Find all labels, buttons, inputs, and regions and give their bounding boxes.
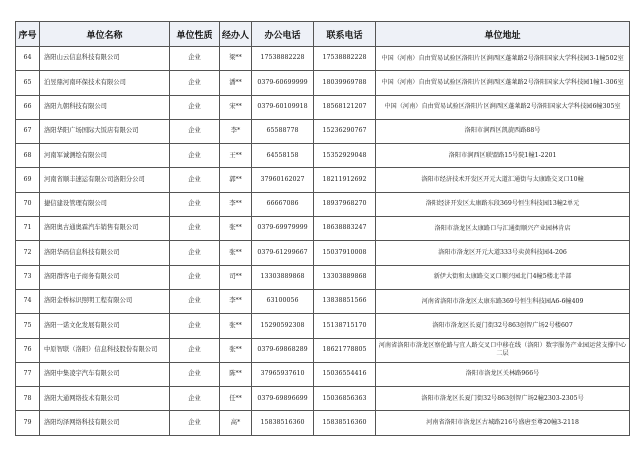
cell-office-phone: 64558158 (252, 144, 314, 168)
cell-address: 新伊大街和太康路交叉口顺兴园北门4幢5楼北半部 (376, 265, 630, 289)
cell-contact: 李** (220, 289, 252, 313)
cell-address: 洛阳经济开发区太康路东段369号恒生科技园13幢2单元 (376, 192, 630, 216)
unit-table (15, 21, 630, 436)
header-address: 单位地址 (376, 22, 630, 47)
cell-no: 67 (16, 119, 40, 143)
cell-type: 企业 (170, 265, 220, 289)
cell-office-phone: 13303889868 (252, 265, 314, 289)
cell-mobile: 18039969788 (314, 71, 376, 95)
cell-no: 71 (16, 217, 40, 241)
cell-name: 洛阳金桥标识照明工程有限公司 (40, 289, 170, 313)
cell-name: 洛阳群客电子商务有限公司 (40, 265, 170, 289)
cell-mobile: 15352929048 (314, 144, 376, 168)
cell-name: 中原智联（洛阳）信息科技股份有限公司 (40, 338, 170, 362)
cell-no: 75 (16, 314, 40, 338)
cell-mobile: 15036554416 (314, 362, 376, 386)
table-row (16, 47, 630, 71)
cell-name: 洛阳华码信息科技有限公司 (40, 241, 170, 265)
cell-name: 洛阳大通网络技术有限公司 (40, 387, 170, 411)
header-name: 单位名称 (40, 22, 170, 47)
cell-contact: 张** (220, 217, 252, 241)
cell-name: 河南军诚测绘有限公司 (40, 144, 170, 168)
cell-address: 洛阳市涧西区凯旋西路88号 (376, 119, 630, 143)
header-no: 序号 (16, 22, 40, 47)
cell-contact: 任** (220, 387, 252, 411)
table-row (16, 387, 630, 411)
cell-no: 66 (16, 95, 40, 119)
cell-mobile: 17538882228 (314, 47, 376, 71)
cell-no: 76 (16, 338, 40, 362)
cell-mobile: 15138715170 (314, 314, 376, 338)
cell-office-phone: 15290592308 (252, 314, 314, 338)
cell-mobile: 15036856363 (314, 387, 376, 411)
cell-type: 企业 (170, 192, 220, 216)
table-row (16, 411, 630, 435)
header-office-phone: 办公电话 (252, 22, 314, 47)
cell-contact: 梁** (220, 47, 252, 71)
cell-address: 中国（河南）自由贸易试验区洛阳片区涧西区蓬莱路2号洛阳国家大学科技园1幢1-306室 (376, 71, 630, 95)
cell-office-phone: 0379-61299667 (252, 241, 314, 265)
cell-office-phone: 15838516360 (252, 411, 314, 435)
cell-office-phone: 0379-69896699 (252, 387, 314, 411)
cell-contact: 陈** (220, 362, 252, 386)
cell-contact: 张** (220, 314, 252, 338)
cell-contact: 郭** (220, 168, 252, 192)
cell-no: 68 (16, 144, 40, 168)
table-row (16, 314, 630, 338)
cell-type: 企业 (170, 47, 220, 71)
table-row (16, 217, 630, 241)
cell-name: 泊昱鼎河南环保技术有限公司 (40, 71, 170, 95)
cell-name: 洛阳中集凌宇汽车有限公司 (40, 362, 170, 386)
cell-name: 洛阳均泽网络科技有限公司 (40, 411, 170, 435)
cell-mobile: 18621778805 (314, 338, 376, 362)
cell-type: 企业 (170, 411, 220, 435)
cell-type: 企业 (170, 119, 220, 143)
cell-mobile: 18211912692 (314, 168, 376, 192)
cell-contact: 张** (220, 241, 252, 265)
cell-contact: 宋** (220, 95, 252, 119)
cell-address: 洛阳市经济技术开发区开元大道汇通街与太康路交叉口10幢 (376, 168, 630, 192)
cell-address: 河南省洛阳市洛龙区察伦路与宜人路交叉口中移在线（洛阳）数字服务产业园运营支撑中心二层 (376, 338, 630, 362)
cell-address: 中国（河南）自由贸易试验区洛阳片区涧西区蓬莱路2号洛阳国家大学科技园3-1幢502室 (376, 47, 630, 71)
cell-no: 72 (16, 241, 40, 265)
table-row (16, 71, 630, 95)
table-body (16, 47, 630, 436)
table-row (16, 362, 630, 386)
header-row (16, 22, 630, 47)
cell-office-phone: 0379-60109918 (252, 95, 314, 119)
cell-no: 77 (16, 362, 40, 386)
cell-address: 洛阳市洛龙区关林路966号 (376, 362, 630, 386)
cell-no: 73 (16, 265, 40, 289)
cell-type: 企业 (170, 95, 220, 119)
cell-mobile: 18638883247 (314, 217, 376, 241)
table-row (16, 265, 630, 289)
cell-name: 洛阳一诺文化发展有限公司 (40, 314, 170, 338)
cell-mobile: 13838851566 (314, 289, 376, 313)
cell-no: 78 (16, 387, 40, 411)
cell-address: 洛阳市涧西区联盟路15号院1幢1-2201 (376, 144, 630, 168)
header-mobile: 联系电话 (314, 22, 376, 47)
cell-contact: 潘** (220, 71, 252, 95)
cell-type: 企业 (170, 387, 220, 411)
cell-type: 企业 (170, 217, 220, 241)
cell-contact: 高* (220, 411, 252, 435)
table-row (16, 241, 630, 265)
cell-type: 企业 (170, 338, 220, 362)
cell-mobile: 18568121207 (314, 95, 376, 119)
cell-address: 河南省洛阳市洛龙区太康东路369号恒生科技园A6-6幢409 (376, 289, 630, 313)
cell-office-phone: 0379-69979999 (252, 217, 314, 241)
cell-name: 捷信建设管理有限公司 (40, 192, 170, 216)
header-type: 单位性质 (170, 22, 220, 47)
table-row (16, 168, 630, 192)
cell-type: 企业 (170, 168, 220, 192)
cell-office-phone: 37960162027 (252, 168, 314, 192)
cell-address: 洛阳市洛龙区太康路口与汇通街顺兴产业园林肯店 (376, 217, 630, 241)
cell-contact: 司** (220, 265, 252, 289)
cell-mobile: 15037910008 (314, 241, 376, 265)
cell-type: 企业 (170, 362, 220, 386)
cell-no: 64 (16, 47, 40, 71)
cell-office-phone: 37965937610 (252, 362, 314, 386)
contact-sheet (15, 21, 630, 436)
cell-mobile: 15838516360 (314, 411, 376, 435)
cell-contact: 王** (220, 144, 252, 168)
cell-mobile: 15236290767 (314, 119, 376, 143)
cell-name: 洛阳山云信息科技有限公司 (40, 47, 170, 71)
cell-name: 洛阳华阳广场国际大饭店有限公司 (40, 119, 170, 143)
cell-address: 中国（河南）自由贸易试验区洛阳片区涧西区蓬莱路2号洛阳国家大学科技园6幢305室 (376, 95, 630, 119)
cell-no: 70 (16, 192, 40, 216)
cell-address: 洛阳市洛龙区长夏门街32号863创智广场2号楼607 (376, 314, 630, 338)
cell-type: 企业 (170, 241, 220, 265)
table-row (16, 144, 630, 168)
table-row (16, 192, 630, 216)
cell-name: 河南省顺丰速运有限公司洛阳分公司 (40, 168, 170, 192)
cell-no: 65 (16, 71, 40, 95)
table-row (16, 95, 630, 119)
cell-mobile: 13303889868 (314, 265, 376, 289)
table-row (16, 289, 630, 313)
header-contact: 经办人 (220, 22, 252, 47)
cell-name: 洛阳奥古通奥霖汽车销售有限公司 (40, 217, 170, 241)
cell-contact: 李** (220, 192, 252, 216)
cell-type: 企业 (170, 71, 220, 95)
cell-type: 企业 (170, 144, 220, 168)
cell-address: 洛阳市洛龙区开元大道333号卖黄科技园4-206 (376, 241, 630, 265)
cell-office-phone: 17538882228 (252, 47, 314, 71)
cell-contact: 张** (220, 338, 252, 362)
cell-office-phone: 65588778 (252, 119, 314, 143)
cell-no: 74 (16, 289, 40, 313)
cell-mobile: 18937968270 (314, 192, 376, 216)
cell-contact: 李* (220, 119, 252, 143)
cell-type: 企业 (170, 289, 220, 313)
cell-no: 79 (16, 411, 40, 435)
table-row (16, 338, 630, 362)
table-row (16, 119, 630, 143)
cell-office-phone: 0379-69868289 (252, 338, 314, 362)
cell-address: 河南省洛阳市洛龙区古城路216号盛唐至尊20幢3-2118 (376, 411, 630, 435)
cell-type: 企业 (170, 314, 220, 338)
cell-office-phone: 66667086 (252, 192, 314, 216)
cell-name: 洛阳九朝科技有限公司 (40, 95, 170, 119)
cell-address: 洛阳市洛龙区长夏门街32号863创智广场2幢2303-2305号 (376, 387, 630, 411)
cell-office-phone: 0379-60699999 (252, 71, 314, 95)
cell-no: 69 (16, 168, 40, 192)
cell-office-phone: 63100056 (252, 289, 314, 313)
